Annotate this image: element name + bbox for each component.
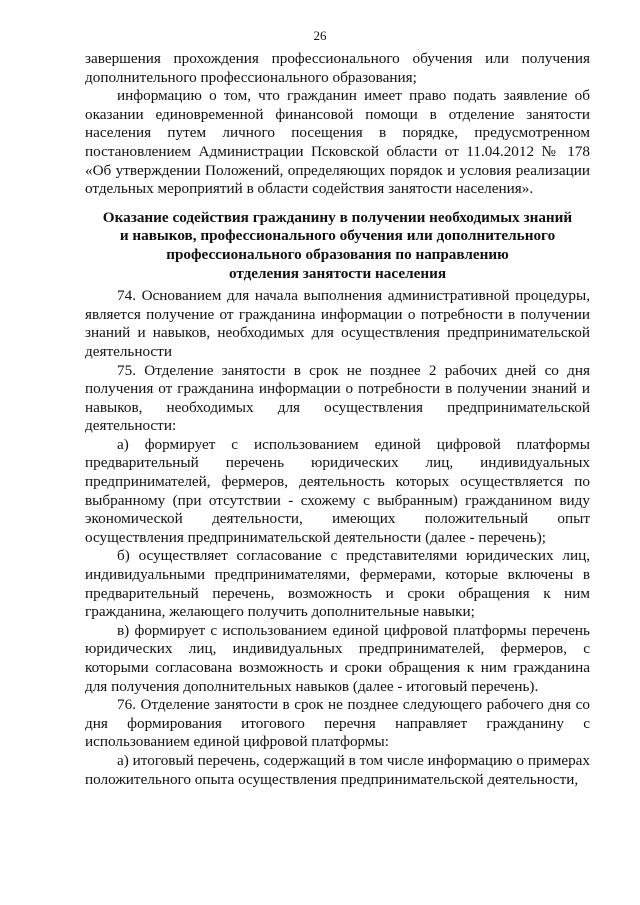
paragraph-info-right: информацию о том, что гражданин имеет право подать заявление об оказании единовременной финансовой помощи в отделение занятости населения путем личного посещения в порядке, предусмотренном постановлением Администрации Псковской области от 11.04.2012 № 178 «Об утверждении Положений, определяющих порядок и условия реализации отдельных мероприятий в области содействия занятости населения». (85, 87, 590, 198)
paragraph-75: 75. Отделение занятости в срок не позднее 2 рабочих дней со дня получения от гражданина информации о потребности в получении знаний и навыков, необходимых для осуществления предпринимательской деятельности: (85, 361, 590, 435)
page-number: 26 (313, 28, 327, 43)
paragraph-75-v: в) формирует с использованием единой цифровой платформы перечень юридических лиц, индивидуальных предпринимателей, фермеров, с которыми согласована возможность и сроки обращения к ним гражданина для получения дополнительных навыков (далее - итоговый перечень). (85, 621, 590, 695)
document-body (85, 50, 590, 789)
paragraph-75-b: б) осуществляет согласование с представителями юридических лиц, индивидуальными предпринимателями, фермерами, которые включены в предварительный перечень, возможность и сроки обращения к ним гражданина, желающего получить дополнительные навыки; (85, 547, 590, 621)
heading-line-3: профессионального образования по направлению (166, 245, 509, 263)
heading-line-2: и навыков, профессионального обучения или дополнительного (119, 227, 556, 245)
paragraph-75-a: а) формирует с использованием единой цифровой платформы предварительный перечень юридических лиц, индивидуальных предпринимателей, фермеров, деятельность которых осуществляется по выбранному (при отсутствии - схожему с выбранным) гражданином виду экономической деятельности, имеющих положительный опыт осуществления предпринимательской деятельности (далее - перечень); (85, 435, 590, 546)
paragraph-76-a: а) итоговый перечень, содержащий в том числе информацию о примерах положительного опыта осуществления предпринимательской деятельности, (85, 751, 590, 788)
paragraph-74: 74. Основанием для начала выполнения административной процедуры, является получение от гражданина информации о потребности в получении знаний и навыков, необходимых для осуществления предпринимательской деятельности (85, 287, 590, 360)
section-heading (85, 209, 590, 283)
heading-line-4: отделения занятости населения (228, 264, 447, 282)
paragraph-76: 76. Отделение занятости в срок не позднее следующего рабочего дня со дня формирования итогового перечня направляет гражданину с использованием единой цифровой платформы: (85, 696, 590, 751)
heading-line-1: Оказание содействия гражданину в получении необходимых знаний (102, 208, 573, 226)
paragraph-continuation: завершения прохождения профессионального обучения или получения дополнительного профессионального образования; (85, 50, 590, 86)
